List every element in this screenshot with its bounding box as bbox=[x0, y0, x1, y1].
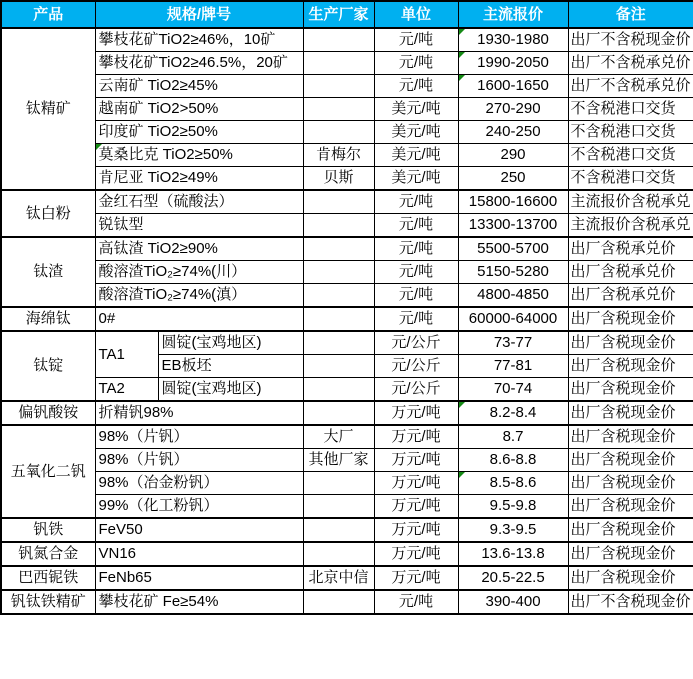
spec-cell: 98%（片钒） bbox=[95, 425, 303, 449]
note-cell: 出厂不含税承兑价 bbox=[568, 52, 693, 75]
col-header-maker: 生产厂家 bbox=[303, 1, 374, 28]
note-cell: 出厂含税承兑价 bbox=[568, 237, 693, 261]
maker-cell bbox=[303, 590, 374, 614]
product-cell: 钛精矿 bbox=[1, 28, 95, 190]
spec-cell: FeV50 bbox=[95, 518, 303, 542]
unit-cell: 万元/吨 bbox=[374, 518, 458, 542]
maker-cell bbox=[303, 331, 374, 355]
note-cell: 出厂含税承兑价 bbox=[568, 261, 693, 284]
product-cell: 钛渣 bbox=[1, 237, 95, 307]
price-cell: 8.5-8.6 bbox=[458, 472, 568, 495]
unit-cell: 元/吨 bbox=[374, 590, 458, 614]
table-row bbox=[1, 449, 693, 472]
product-cell: 钒铁 bbox=[1, 518, 95, 542]
spec-cell: 高钛渣 TiO2≥90% bbox=[95, 237, 303, 261]
table-row bbox=[1, 378, 693, 402]
table-row bbox=[1, 261, 693, 284]
price-cell: 1930-1980 bbox=[458, 28, 568, 52]
col-header-spec: 规格/牌号 bbox=[95, 1, 303, 28]
maker-cell: 大厂 bbox=[303, 425, 374, 449]
table-row bbox=[1, 425, 693, 449]
note-cell: 出厂含税现金价 bbox=[568, 566, 693, 590]
spec-cell: 攀枝花矿TiO2≥46%，10矿 bbox=[95, 28, 303, 52]
note-cell: 出厂含税现金价 bbox=[568, 401, 693, 425]
price-cell: 4800-4850 bbox=[458, 284, 568, 308]
spec-cell: 印度矿 TiO2≥50% bbox=[95, 121, 303, 144]
spec-grade-cell: TA1 bbox=[95, 331, 158, 378]
spec-cell: 折精钒98% bbox=[95, 401, 303, 425]
product-cell: 钛白粉 bbox=[1, 190, 95, 237]
maker-cell: 肯梅尔 bbox=[303, 144, 374, 167]
unit-cell: 美元/吨 bbox=[374, 167, 458, 191]
maker-cell bbox=[303, 307, 374, 331]
price-cell: 60000-64000 bbox=[458, 307, 568, 331]
table-row bbox=[1, 472, 693, 495]
maker-cell bbox=[303, 378, 374, 402]
table-row bbox=[1, 121, 693, 144]
table-row bbox=[1, 98, 693, 121]
note-cell: 出厂含税现金价 bbox=[568, 472, 693, 495]
unit-cell: 元/吨 bbox=[374, 190, 458, 214]
table-row bbox=[1, 52, 693, 75]
maker-cell: 北京中信 bbox=[303, 566, 374, 590]
table-row bbox=[1, 214, 693, 238]
spec-cell: FeNb65 bbox=[95, 566, 303, 590]
price-cell: 270-290 bbox=[458, 98, 568, 121]
spec-cell: 金红石型（硫酸法） bbox=[95, 190, 303, 214]
table-row bbox=[1, 495, 693, 519]
price-cell: 5500-5700 bbox=[458, 237, 568, 261]
maker-cell bbox=[303, 284, 374, 308]
table-row bbox=[1, 144, 693, 167]
note-cell: 出厂含税现金价 bbox=[568, 542, 693, 566]
price-cell: 13.6-13.8 bbox=[458, 542, 568, 566]
price-cell: 240-250 bbox=[458, 121, 568, 144]
price-cell: 390-400 bbox=[458, 590, 568, 614]
price-cell: 5150-5280 bbox=[458, 261, 568, 284]
maker-cell bbox=[303, 518, 374, 542]
price-cell: 9.5-9.8 bbox=[458, 495, 568, 519]
note-cell: 主流报价含税承兑 bbox=[568, 190, 693, 214]
note-cell: 出厂含税承兑价 bbox=[568, 284, 693, 308]
col-header-unit: 单位 bbox=[374, 1, 458, 28]
unit-cell: 元/吨 bbox=[374, 52, 458, 75]
maker-cell bbox=[303, 237, 374, 261]
spec-shape-cell: 圆锭(宝鸡地区) bbox=[158, 331, 303, 355]
col-header-note: 备注 bbox=[568, 1, 693, 28]
note-cell: 出厂不含税承兑价 bbox=[568, 75, 693, 98]
table-row bbox=[1, 590, 693, 614]
unit-cell: 万元/吨 bbox=[374, 472, 458, 495]
product-cell: 钒氮合金 bbox=[1, 542, 95, 566]
col-header-price: 主流报价 bbox=[458, 1, 568, 28]
note-cell: 出厂含税现金价 bbox=[568, 355, 693, 378]
spec-cell: 0# bbox=[95, 307, 303, 331]
unit-cell: 美元/吨 bbox=[374, 144, 458, 167]
note-cell: 出厂含税现金价 bbox=[568, 331, 693, 355]
note-cell: 不含税港口交货 bbox=[568, 98, 693, 121]
spec-shape-cell: EB板坯 bbox=[158, 355, 303, 378]
price-cell: 250 bbox=[458, 167, 568, 191]
unit-cell: 美元/吨 bbox=[374, 98, 458, 121]
price-cell: 8.2-8.4 bbox=[458, 401, 568, 425]
maker-cell bbox=[303, 495, 374, 519]
note-cell: 出厂含税现金价 bbox=[568, 449, 693, 472]
spec-cell: 酸溶渣TiO₂≥74%(川） bbox=[95, 261, 303, 284]
maker-cell bbox=[303, 214, 374, 238]
maker-cell bbox=[303, 472, 374, 495]
header-row bbox=[1, 1, 693, 28]
note-cell: 主流报价含税承兑 bbox=[568, 214, 693, 238]
table-row bbox=[1, 307, 693, 331]
spec-cell: 98%（片钒） bbox=[95, 449, 303, 472]
price-cell: 73-77 bbox=[458, 331, 568, 355]
note-cell: 出厂含税现金价 bbox=[568, 378, 693, 402]
table-row bbox=[1, 566, 693, 590]
spec-cell: VN16 bbox=[95, 542, 303, 566]
note-cell: 出厂含税现金价 bbox=[568, 307, 693, 331]
unit-cell: 万元/吨 bbox=[374, 566, 458, 590]
note-cell: 出厂不含税现金价 bbox=[568, 28, 693, 52]
spec-cell: 锐钛型 bbox=[95, 214, 303, 238]
table-row bbox=[1, 542, 693, 566]
note-cell: 出厂不含税现金价 bbox=[568, 590, 693, 614]
table-row bbox=[1, 518, 693, 542]
unit-cell: 元/吨 bbox=[374, 28, 458, 52]
price-cell: 77-81 bbox=[458, 355, 568, 378]
price-cell: 9.3-9.5 bbox=[458, 518, 568, 542]
price-cell: 1600-1650 bbox=[458, 75, 568, 98]
maker-cell: 其他厂家 bbox=[303, 449, 374, 472]
unit-cell: 万元/吨 bbox=[374, 425, 458, 449]
unit-cell: 元/公斤 bbox=[374, 331, 458, 355]
unit-cell: 万元/吨 bbox=[374, 401, 458, 425]
spec-cell: 攀枝花矿 Fe≥54% bbox=[95, 590, 303, 614]
price-cell: 13300-13700 bbox=[458, 214, 568, 238]
unit-cell: 元/吨 bbox=[374, 261, 458, 284]
table-row bbox=[1, 28, 693, 52]
unit-cell: 万元/吨 bbox=[374, 542, 458, 566]
table-row bbox=[1, 190, 693, 214]
spec-cell: 肯尼亚 TiO2≥49% bbox=[95, 167, 303, 191]
spec-cell: 99%（化工粉钒） bbox=[95, 495, 303, 519]
table-row bbox=[1, 331, 693, 355]
maker-cell bbox=[303, 542, 374, 566]
unit-cell: 元/吨 bbox=[374, 75, 458, 98]
maker-cell bbox=[303, 52, 374, 75]
spec-cell: 云南矿 TiO2≥45% bbox=[95, 75, 303, 98]
product-cell: 五氧化二钒 bbox=[1, 425, 95, 518]
note-cell: 出厂含税现金价 bbox=[568, 518, 693, 542]
product-cell: 偏钒酸铵 bbox=[1, 401, 95, 425]
price-cell: 15800-16600 bbox=[458, 190, 568, 214]
table-row bbox=[1, 75, 693, 98]
table-row bbox=[1, 237, 693, 261]
unit-cell: 元/吨 bbox=[374, 307, 458, 331]
unit-cell: 美元/吨 bbox=[374, 121, 458, 144]
price-cell: 1990-2050 bbox=[458, 52, 568, 75]
spec-cell: 越南矿 TiO2>50% bbox=[95, 98, 303, 121]
unit-cell: 元/吨 bbox=[374, 284, 458, 308]
table-row bbox=[1, 401, 693, 425]
maker-cell bbox=[303, 190, 374, 214]
unit-cell: 元/公斤 bbox=[374, 355, 458, 378]
note-cell: 不含税港口交货 bbox=[568, 144, 693, 167]
unit-cell: 元/吨 bbox=[374, 237, 458, 261]
maker-cell bbox=[303, 401, 374, 425]
unit-cell: 元/公斤 bbox=[374, 378, 458, 402]
maker-cell: 贝斯 bbox=[303, 167, 374, 191]
maker-cell bbox=[303, 355, 374, 378]
maker-cell bbox=[303, 121, 374, 144]
note-cell: 不含税港口交货 bbox=[568, 167, 693, 191]
price-cell: 70-74 bbox=[458, 378, 568, 402]
table-row bbox=[1, 284, 693, 308]
col-header-product: 产品 bbox=[1, 1, 95, 28]
spec-cell: 攀枝花矿TiO2≥46.5%，20矿 bbox=[95, 52, 303, 75]
spec-cell: 酸溶渣TiO₂≥74%(滇） bbox=[95, 284, 303, 308]
unit-cell: 万元/吨 bbox=[374, 449, 458, 472]
price-cell: 20.5-22.5 bbox=[458, 566, 568, 590]
table-row bbox=[1, 167, 693, 191]
unit-cell: 元/吨 bbox=[374, 214, 458, 238]
spec-shape-cell: 圆锭(宝鸡地区) bbox=[158, 378, 303, 402]
maker-cell bbox=[303, 98, 374, 121]
note-cell: 出厂含税现金价 bbox=[568, 425, 693, 449]
maker-cell bbox=[303, 75, 374, 98]
maker-cell bbox=[303, 28, 374, 52]
price-cell: 8.6-8.8 bbox=[458, 449, 568, 472]
product-cell: 巴西铌铁 bbox=[1, 566, 95, 590]
spec-grade-cell: TA2 bbox=[95, 378, 158, 402]
spec-cell: 98%（冶金粉钒） bbox=[95, 472, 303, 495]
maker-cell bbox=[303, 261, 374, 284]
note-cell: 出厂含税现金价 bbox=[568, 495, 693, 519]
note-cell: 不含税港口交货 bbox=[568, 121, 693, 144]
price-cell: 8.7 bbox=[458, 425, 568, 449]
product-cell: 钒钛铁精矿 bbox=[1, 590, 95, 614]
spec-cell: 莫桑比克 TiO2≥50% bbox=[95, 144, 303, 167]
price-cell: 290 bbox=[458, 144, 568, 167]
product-cell: 海绵钛 bbox=[1, 307, 95, 331]
product-cell: 钛锭 bbox=[1, 331, 95, 401]
unit-cell: 万元/吨 bbox=[374, 495, 458, 519]
